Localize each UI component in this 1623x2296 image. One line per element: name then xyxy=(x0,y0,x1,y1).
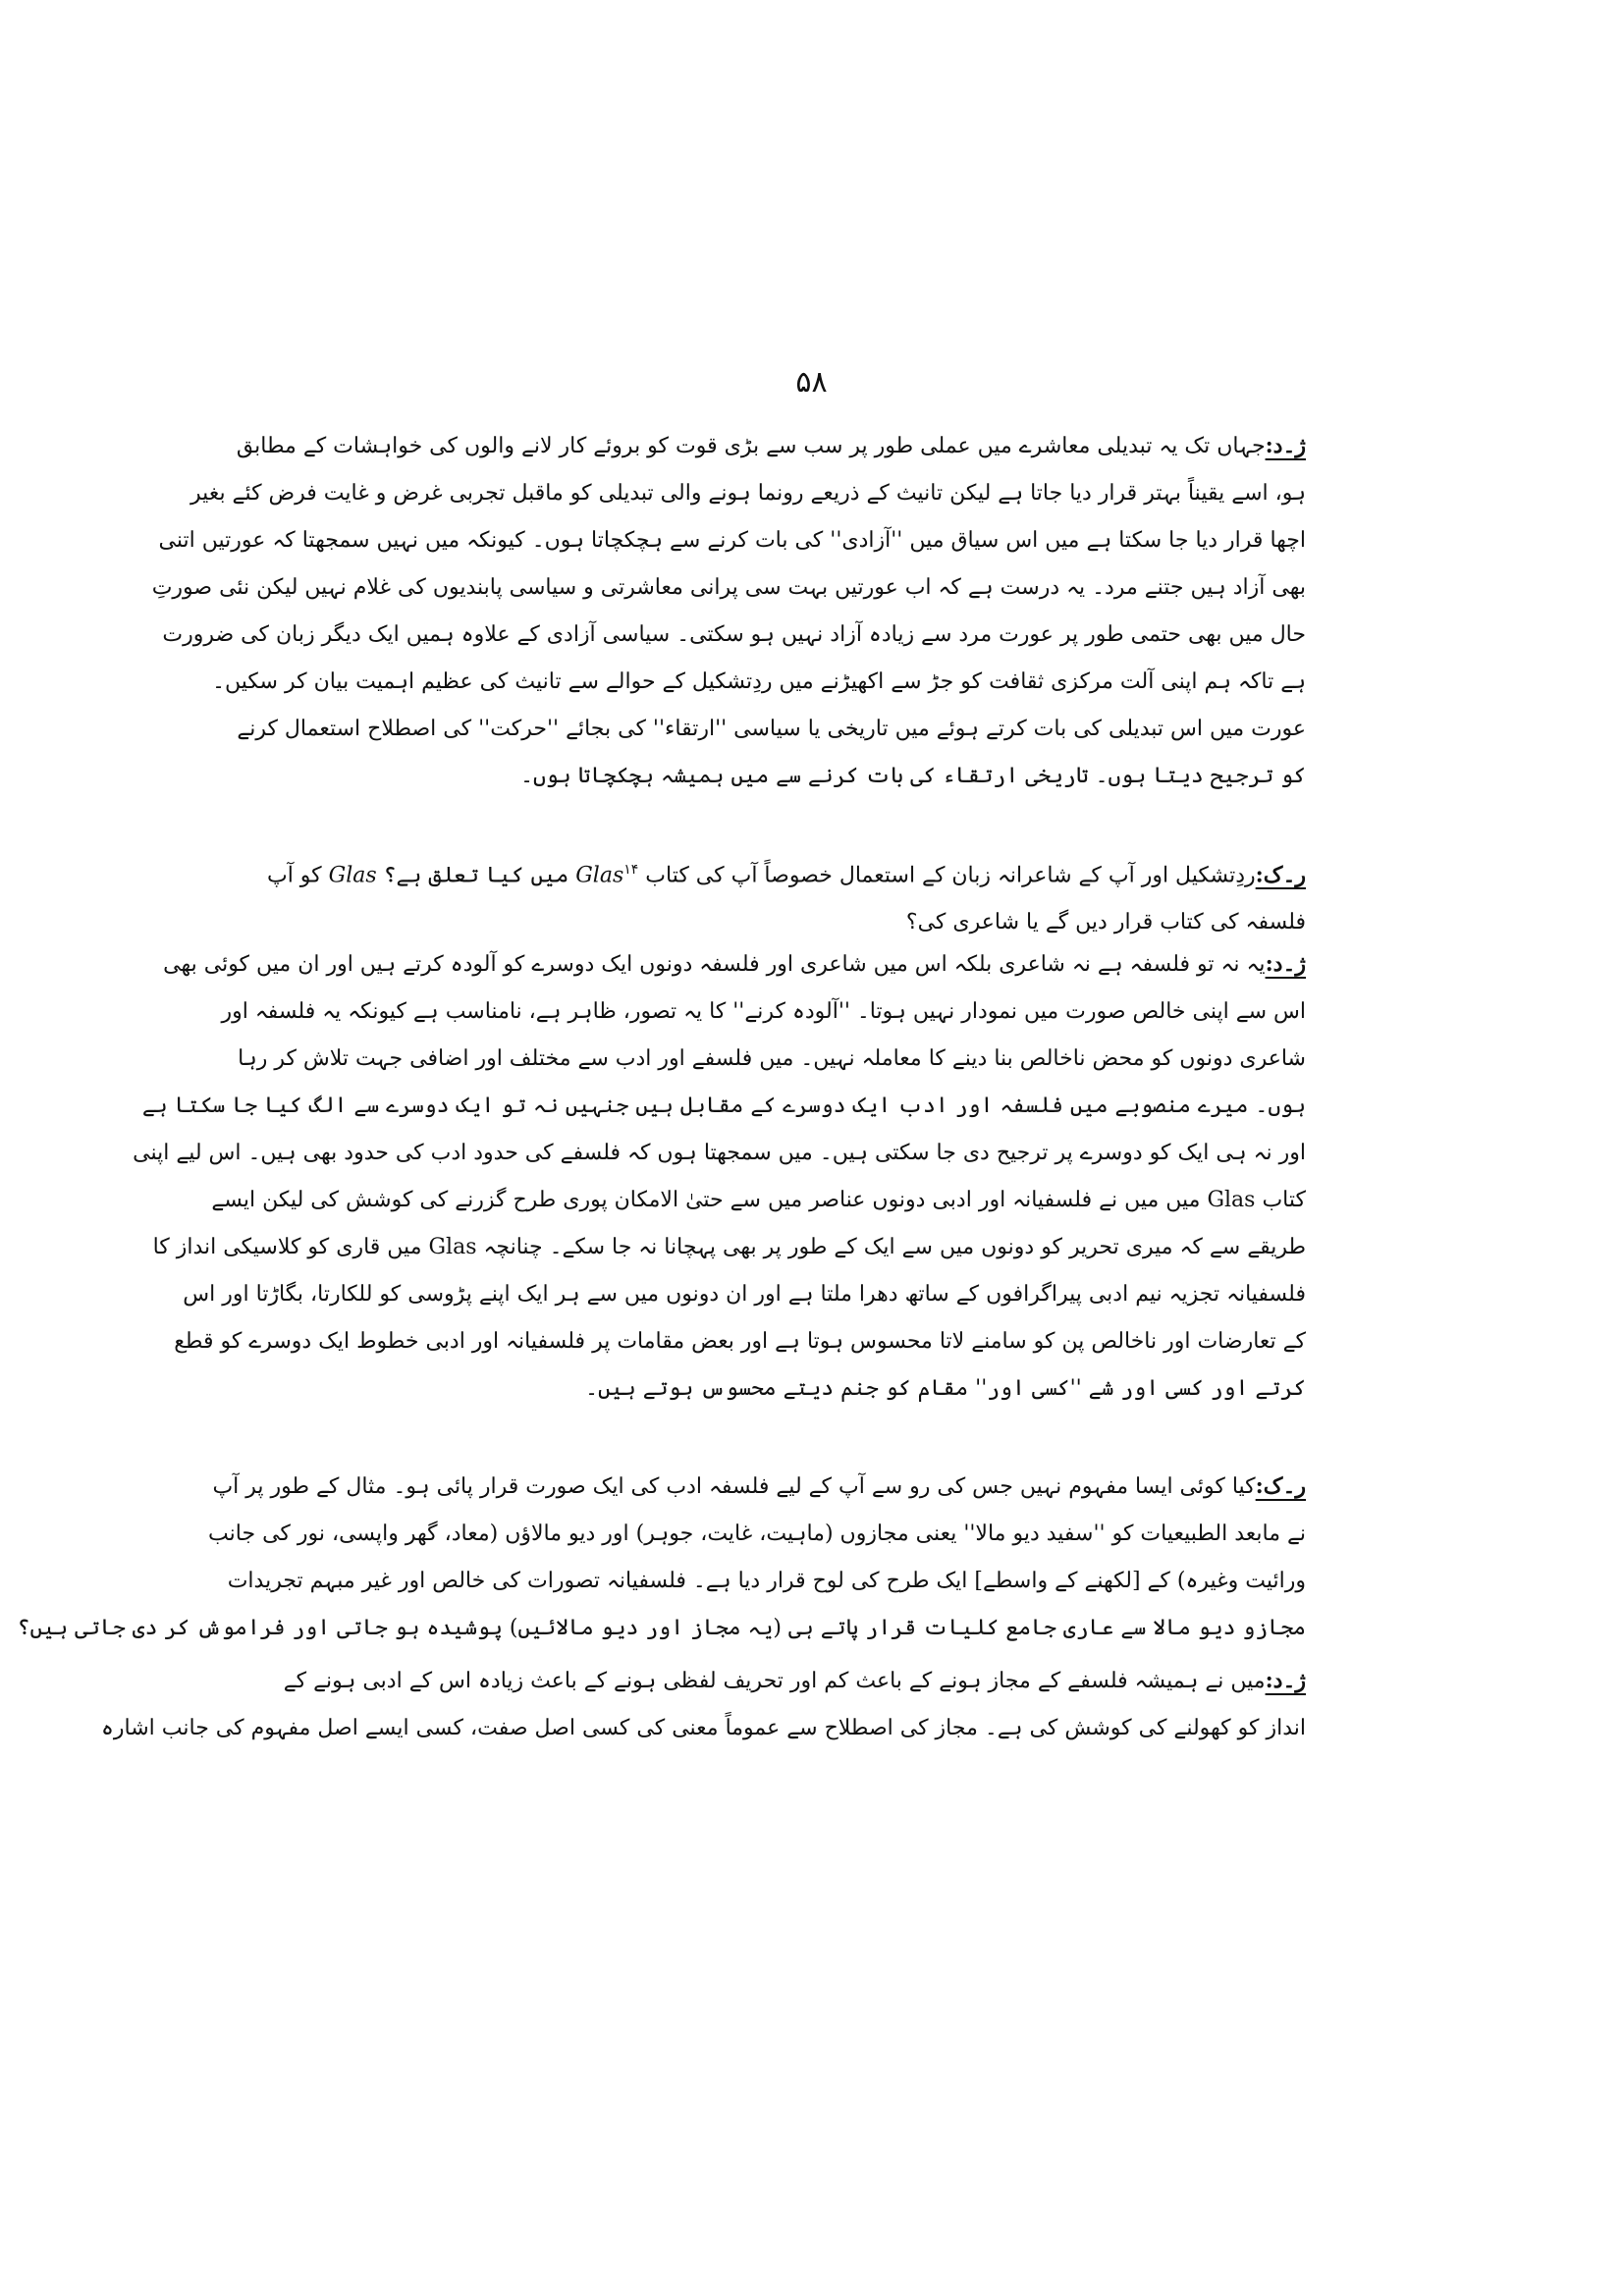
text-line xyxy=(266,846,1306,899)
text-line: ہے تاکہ ہم اپنی آلت مرکزی ثقافت کو جڑ سے اکھیڑنے میں ردِتشکیل کے حوالے سے تانیث کی عظیم اہمیت بیان کر سکیں۔ xyxy=(212,669,1306,694)
text-line: بھی آزاد ہیں جتنے مرد۔ یہ درست ہے کہ اب عورتیں بہت سی پرانی معاشرتی و سیاسی پابندیوں کی غلام نہیں لیکن نئی صورتِ xyxy=(151,575,1306,600)
text-line: حال میں بھی حتمی طور پر عورت مرد سے زیادہ آزاد نہیں ہو سکتی۔ سیاسی آزادی کے علاوہ ہمیں ایک دیگر زبان کی ضرورت xyxy=(162,622,1306,647)
text-line: انداز کو کھولنے کی کوشش کی ہے۔ مجاز کی اصطلاح سے عموماً معنی کی کسی اصل صفت، کسی ایسے اصل مفہوم کی جانب اشارہ xyxy=(101,1716,1306,1740)
text-line: ہو، اسے یقیناً بہتر قرار دیا جاتا ہے لیکن تانیث کے ذریعے رونما ہونے والی تبدیلی کو ماقبل تجربی غرض و غایت فرض کئے بغیر xyxy=(190,481,1306,506)
text-line: نے مابعد الطبیعیات کو ''سفید دیو مالا'' یعنی مجازوں (ماہیت، غایت، جوہر) اور دیو مالاؤں (معاد، گھر واپسی، نور کی جانب xyxy=(208,1522,1306,1546)
text-line: شاعری دونوں کو محض ناخالص بنا دینے کا معاملہ نہیں۔ میں فلسفے اور ادب سے مختلف اور اضافی جہت تلاش کر رہا xyxy=(238,1046,1306,1071)
line-text: ردِتشکیل اور آپ کے شاعرانہ زبان کے استعمال خصوصاً آپ کی کتاب xyxy=(638,863,1256,888)
paragraph-answer-3 xyxy=(101,1657,1306,1752)
text-line: اچھا قرار دیا جا سکتا ہے میں اس سیاق میں ''آزادی'' کی بات کرنے سے ہچکچاتا ہوں۔ کیونکہ میں نہیں سمجھتا کہ عورتیں اتنی xyxy=(158,528,1306,553)
book-title: Glas xyxy=(328,863,377,888)
text-line: کے تعارضات اور ناخالص پن کو سامنے لاتا محسوس ہوتا ہے اور بعض مقامات پر فلسفیانہ اور ادبی خطوط ایک دوسرے کو قطع xyxy=(174,1329,1306,1354)
paragraph-answer-1 xyxy=(151,422,1306,800)
text-line: کو ترجیح دیتا ہوں۔ تاریخی ارتقاء کی بات کرنے سے میں ہمیشہ ہچکچاتا ہوں۔ xyxy=(520,764,1306,788)
text-line: طریقے سے کہ میری تحریر کو دونوں میں سے ایک کے طور پر بھی پہچانا نہ جا سکے۔ چنانچہ Glas میں قاری کو کلاسیکی انداز کا xyxy=(152,1235,1306,1259)
line-text: میں کیا تعلق ہے؟ xyxy=(376,863,576,888)
text-line xyxy=(236,422,1306,470)
speaker-label: ر۔ک: xyxy=(1255,1473,1306,1499)
text-line xyxy=(212,1463,1306,1511)
line-text: میں نے ہمیشہ فلسفے کے مجاز ہونے کے باعث کم اور تحریف لفظی ہونے کے باعث زیادہ اس کے ادبی ہونے کے xyxy=(283,1669,1266,1693)
speaker-label: ژ۔د: xyxy=(1265,951,1306,977)
paragraph-answer-2 xyxy=(133,940,1306,1413)
paragraph-question-1 xyxy=(266,846,1306,946)
line-text: یہ نہ تو فلسفہ ہے نہ شاعری بلکہ اس میں شاعری اور فلسفہ دونوں ایک دوسرے کو آلودہ کرتے ہیں اور ان میں کوئی بھی xyxy=(163,952,1266,977)
speaker-label: ر۔ک: xyxy=(1255,862,1306,888)
paragraph-question-2 xyxy=(17,1463,1306,1652)
text-line: مجازو دیو مالا سے عاری جامع کلیات قرار پاتے ہی (یہ مجاز اور دیو مالائیں) پوشیدہ ہو جاتی اور فراموش کر دی جاتی ہیں؟ xyxy=(17,1616,1306,1640)
text-line xyxy=(283,1657,1306,1705)
speaker-label: ژ۔د: xyxy=(1265,1668,1306,1693)
line-text: جہاں تک یہ تبدیلی معاشرے میں عملی طور پر سب سے بڑی قوت کو بروئے کار لانے والوں کی خواہشات کے مطابق xyxy=(236,434,1266,458)
footnote-marker: ۱۴ xyxy=(623,862,639,878)
text-line: ورائیت وغیرہ) کے [لکھنے کے واسطے] ایک طرح کی لوح قرار دیا ہے۔ فلسفیانہ تصورات کی خالص اور غیر مبہم تجریدات xyxy=(227,1569,1306,1593)
text-line: اور نہ ہی ایک کو دوسرے پر ترجیح دی جا سکتی ہیں۔ میں سمجھتا ہوں کہ فلسفے کی حدود ادب کی حدود بھی ہیں۔ اس لیے اپنی xyxy=(133,1141,1306,1165)
line-text: کو آپ xyxy=(266,863,329,888)
page-number: ۵۸ xyxy=(795,365,828,400)
book-title: Glas xyxy=(575,863,624,888)
line-text: کیا کوئی ایسا مفہوم نہیں جس کی رو سے آپ کے لیے فلسفہ ادب کی ایک صورت قرار پائی ہو۔ مثال کے طور پر آپ xyxy=(212,1474,1256,1499)
text-line: فلسفیانہ تجزیہ نیم ادبی پیراگرافوں کے ساتھ دھرا ملتا ہے اور ان دونوں میں سے ہر ایک اپنے پڑوسی کو للکارتا، بگاڑتا اور اس xyxy=(183,1282,1306,1307)
text-line xyxy=(163,940,1306,988)
text-line: فلسفہ کی کتاب قرار دیں گے یا شاعری کی؟ xyxy=(905,910,1306,935)
text-line: ہوں۔ میرے منصوبے میں فلسفہ اور ادب ایک دوسرے کے مقابل ہیں جنہیں نہ تو ایک دوسرے سے الگ کیا جا سکتا ہے xyxy=(141,1094,1306,1118)
text-line: اس سے اپنی خالص صورت میں نمودار نہیں ہوتا۔ ''آلودہ کرنے'' کا یہ تصور، ظاہر ہے، نامناسب ہے کیونکہ یہ فلسفہ اور xyxy=(221,999,1306,1024)
text-line: کتاب Glas میں میں نے فلسفیانہ اور ادبی دونوں عناصر میں سے حتیٰ الامکان پوری طرح گزرنے کی کوشش کی لیکن ایسے xyxy=(211,1188,1306,1212)
speaker-label: ژ۔د: xyxy=(1265,433,1306,458)
text-line: کرتے اور کسی اور شے ''کسی اور'' مقام کو جنم دیتے محسوس ہوتے ہیں۔ xyxy=(585,1376,1306,1401)
text-line: عورت میں اس تبدیلی کی بات کرتے ہوئے میں تاریخی یا سیاسی ''ارتقاء'' کی بجائے ''حرکت'' کی اصطلاح استعمال کرنے xyxy=(237,717,1306,741)
